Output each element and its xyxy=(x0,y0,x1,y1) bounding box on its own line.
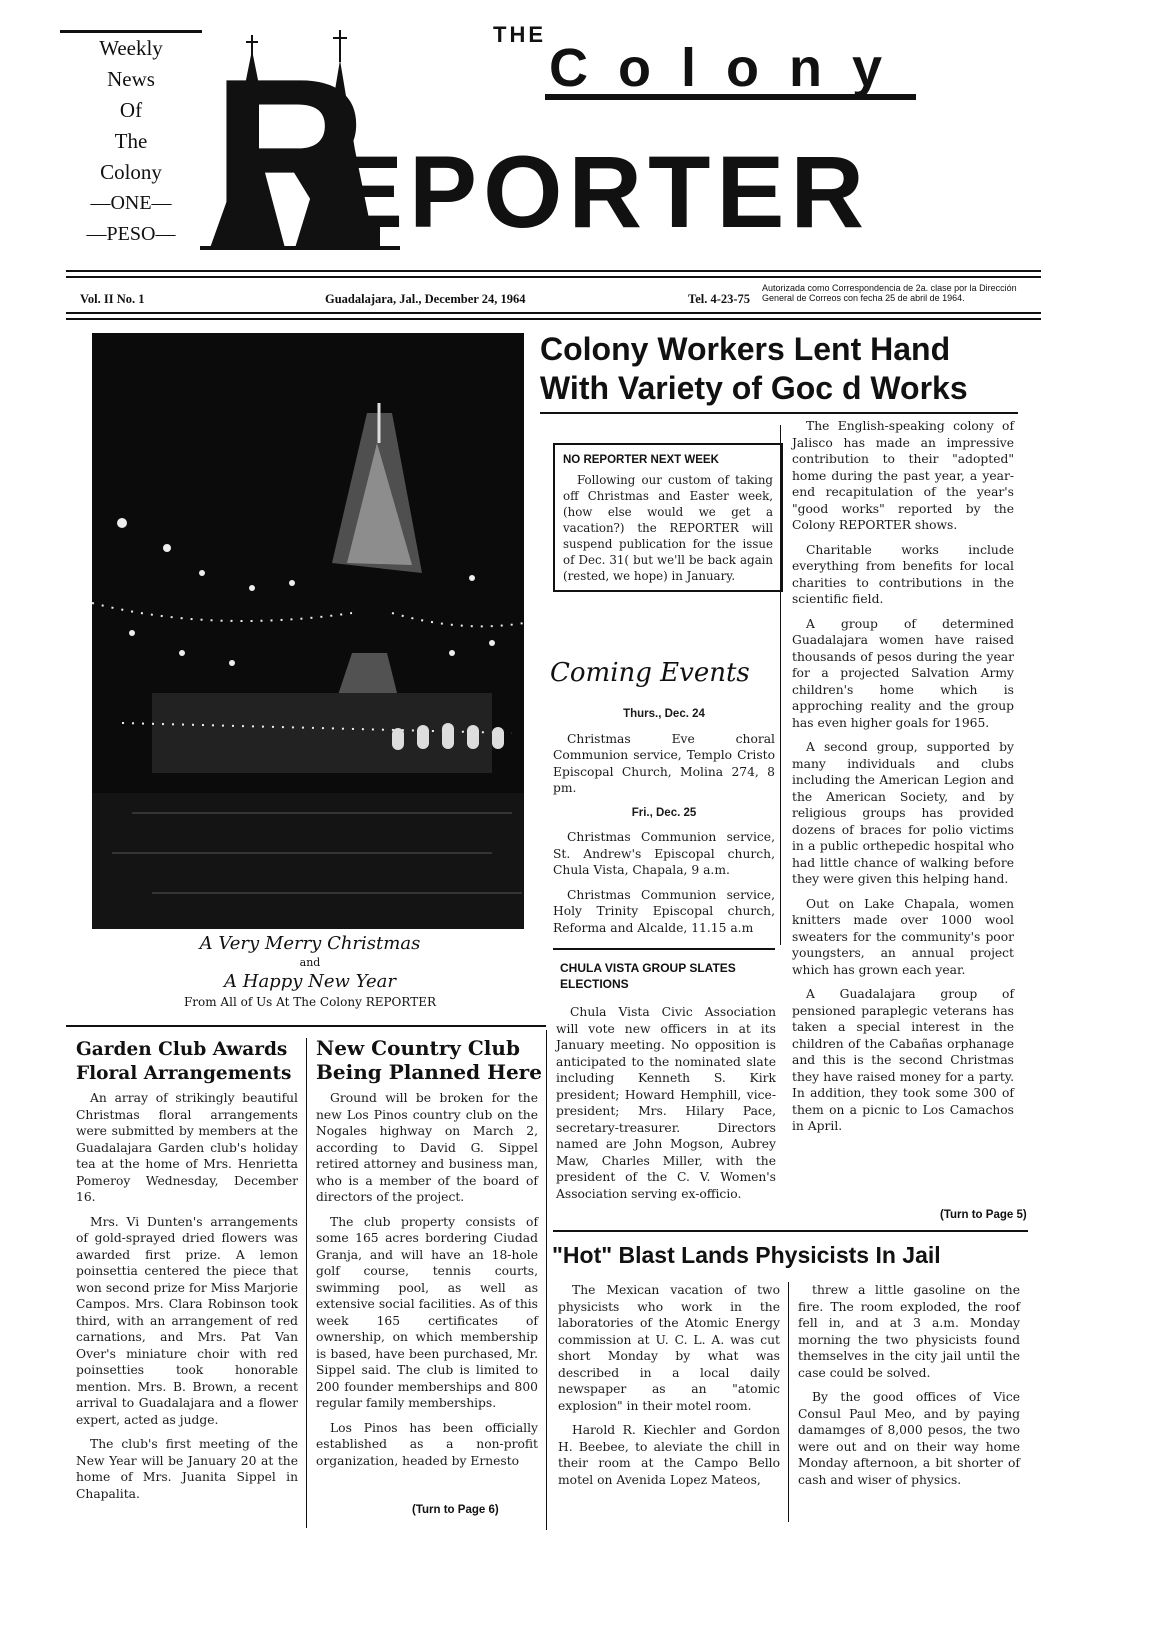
column-rule xyxy=(546,1030,547,1530)
event-date: Fri., Dec. 25 xyxy=(631,806,697,819)
article-paragraph: Harold R. Kiechler and Gordon H. Beebee, to aleviate the chill in their room at the Campo Bello motel on Avenida Lopez Mateos, xyxy=(558,1423,780,1487)
article-paragraph: Los Pinos has been officially established as a non-profit organization, headed by Ernesto xyxy=(316,1420,538,1468)
tagline-line: Colony xyxy=(100,160,162,184)
postal-authorization: Autorizada como Correspondencia de 2a. clase por la Dirección General de Correos con fecha 25 de abril de 1964. xyxy=(762,283,1017,303)
rule xyxy=(553,948,775,950)
tagline-line: News xyxy=(107,67,155,91)
masthead-colony: Colony xyxy=(545,42,916,100)
tagline-line: The xyxy=(114,129,148,153)
article-paragraph: A Guadalajara group of pensioned paraplegic veterans has taken a special interest in the children of the Cabañas orphanage and this is the second Christmas they have raised money for a party. In addition, they took some 300 of them on a picnic to Los Camachos in April. xyxy=(792,987,1014,1133)
hot-blast-article-col1 xyxy=(558,1282,780,1496)
article-paragraph: Chula Vista Civic Association will vote new officers in at its January meeting. No opposition is anticipated to the nominated slate including Kenneth S. Kirk president; Howard Hemphill, vice-president; Mrs. Hilary Pace, secretary-treasurer. Directors named are John Mogson, Aubrey Maw, Charles Miller, with the president of the C. V. Women's Association serving ex-officio. xyxy=(556,1005,776,1201)
article-paragraph: An array of strikingly beautiful Christmas floral arrangements were submitted by members at the Guadalajara Garden club's holiday tea at the home of Mrs. Henrietta Pomeroy Wednesday, December 16. xyxy=(76,1091,298,1204)
tagline-line: Weekly xyxy=(99,36,163,60)
lead-continuation: (Turn to Page 5) xyxy=(940,1209,1027,1221)
article-paragraph: threw a little gasoline on the fire. The room exploded, the roof fell in, and at 3 a.m. Monday morning the two physicists found themselves in the city jail until the case could be solved. xyxy=(798,1283,1020,1380)
lead-headline: Colony Workers Lent Hand With Variety of Goc d Works xyxy=(540,331,968,406)
chandelier-illustration xyxy=(92,333,524,929)
rule xyxy=(66,318,1041,320)
notice-box xyxy=(553,443,783,592)
article-paragraph: Charitable works include everything from benefits for local charities to contributions in the scientific field. xyxy=(792,542,1014,606)
lead-article xyxy=(792,418,1014,1143)
country-club-continuation: (Turn to Page 6) xyxy=(412,1504,499,1516)
masthead-tagline xyxy=(60,30,202,251)
article-paragraph: Ground will be broken for the new Los Pinos country club on the Nogales highway on March 2, according to David G. Sippel retired attorney and business man, who is a member of the board of directors of the project. xyxy=(316,1091,538,1204)
event-entry: Christmas Communion service, Holy Trinity Episcopal church, Reforma and Alcalde, 11.15 a.m xyxy=(553,887,775,935)
place-date: Guadalajara, Jal., December 24, 1964 xyxy=(325,292,526,306)
chula-vista-headline: CHULA VISTA GROUP SLATES ELECTIONS xyxy=(560,961,736,991)
rule xyxy=(553,1230,1028,1232)
rule xyxy=(66,1025,546,1027)
country-club-headline: New Country Club Being Planned Here xyxy=(316,1036,542,1084)
rule xyxy=(66,276,1041,278)
price-line: —PESO— xyxy=(86,223,176,245)
article-paragraph: A group of determined Guadalajara women have raised thousands of pesos during the year for a projected Salvation Army children's home which is approching reality and the group has even higher goals for 1965. xyxy=(792,616,1014,730)
masthead-the: THE xyxy=(493,22,546,47)
hot-blast-headline: "Hot" Blast Lands Physicists In Jail xyxy=(552,1242,941,1268)
event-entry: Christmas Communion service, St. Andrew's Episcopal church, Chula Vista, Chapala, 9 a.m. xyxy=(553,830,775,877)
column-rule xyxy=(788,1282,789,1522)
article-paragraph: Out on Lake Chapala, women knitters made over 1000 wool sweaters for the community's poor youngsters, an annual project which has grown each year. xyxy=(792,896,1014,977)
chula-vista-article xyxy=(556,1004,776,1210)
rule xyxy=(66,270,1041,272)
coming-events-list xyxy=(553,700,775,944)
price-line: —ONE— xyxy=(90,192,172,214)
event-date: Thurs., Dec. 24 xyxy=(623,708,705,720)
article-paragraph: The club property consists of some 165 acres bordering Ciudad Granja, and will have an 18-hole golf course, tennis courts, swimming pool, as well as extensive social facilities. As of this week 165 certificates of ownership, on which membership is based, have been purchased, Mr. Sippel said. The club is limited to 200 founder memberships and 800 regular family memberships. xyxy=(316,1214,538,1410)
article-paragraph: Mrs. Vi Dunten's arrangements of gold-sprayed dried flowers was awarded first prize. A lemon poinsettia centered the piece that won second prize for Miss Marjorie Campos. Mrs. Clara Robinson took third, with an arrangement of red carnations, and Mrs. Pat Van Over's miniature choir with red poinsetties took honorable mention. Mrs. B. Brown, a recent arrival to Guadalajara and a flower expert, acted as judge. xyxy=(76,1214,298,1427)
country-club-article xyxy=(316,1090,538,1477)
article-paragraph: A second group, supported by many individuals and clubs including the American Legion and the American Society, and by religious groups has provided dozens of braces for polio victims in a public orthepedic hospital who had little chance of walking before they were given this helping hand. xyxy=(792,740,1014,886)
column-rule xyxy=(780,425,781,945)
garden-club-article xyxy=(76,1090,298,1510)
article-paragraph: The club's first meeting of the New Year will be January 20 at the home of Mrs. Juanita Sippel in Chapalita. xyxy=(76,1437,298,1501)
christmas-lights-photo xyxy=(92,333,524,929)
caption-line: A Happy New Year xyxy=(224,971,396,992)
volume: Vol. II No. 1 xyxy=(80,292,145,306)
article-paragraph: The English-speaking colony of Jalisco has made an impressive contribution to their "adopted" home during the past year, a year-end recapitulation of the year's "good works" reported by the Colony REPORTER shows. xyxy=(792,419,1014,532)
article-paragraph: The Mexican vacation of two physicists who work in the laboratories of the Atomic Energy commission at U. C. L. A. was cut short Monday by what was described in a local daily newspaper as an "atomic explosion" in their motel room. xyxy=(558,1283,780,1413)
tagline-line: Of xyxy=(119,98,143,122)
caption-from: From All of Us At The Colony REPORTER xyxy=(183,995,437,1009)
notice-body xyxy=(563,472,773,584)
reporter-initial: R xyxy=(212,33,368,275)
caption-and: and xyxy=(299,956,321,969)
event-entry: Christmas Eve choral Communion service, Templo Cristo Episcopal Church, Molina 274, 8 pm. xyxy=(553,731,775,795)
rule xyxy=(540,412,1018,414)
coming-events-headline: Coming Events xyxy=(550,658,750,688)
column-rule xyxy=(306,1038,307,1528)
photo-caption xyxy=(90,932,530,1010)
article-paragraph: By the good offices of Vice Consul Paul Meo, and by paying damamges of 8,000 pesos, the two were out and on their way home Monday afternoon, a bit shorter of cash and wiser of physics. xyxy=(798,1390,1020,1487)
garden-club-headline: Garden Club Awards Floral Arrangements xyxy=(76,1039,292,1084)
rule xyxy=(66,312,1041,314)
caption-line: A Very Merry Christmas xyxy=(199,933,421,954)
masthead-reporter: EPORTER xyxy=(335,135,871,249)
notice-headline: NO REPORTER NEXT WEEK xyxy=(563,454,719,466)
phone: Tel. 4-23-75 xyxy=(688,292,751,306)
hot-blast-article-col2 xyxy=(798,1282,1020,1496)
notice-text: Following our custom of taking off Christmas and Easter week, (how else would we get a vacation?) the REPORTER will suspend publication for the issue of Dec. 31( but we'll be back again (rested, we hope) in January. xyxy=(563,473,773,583)
